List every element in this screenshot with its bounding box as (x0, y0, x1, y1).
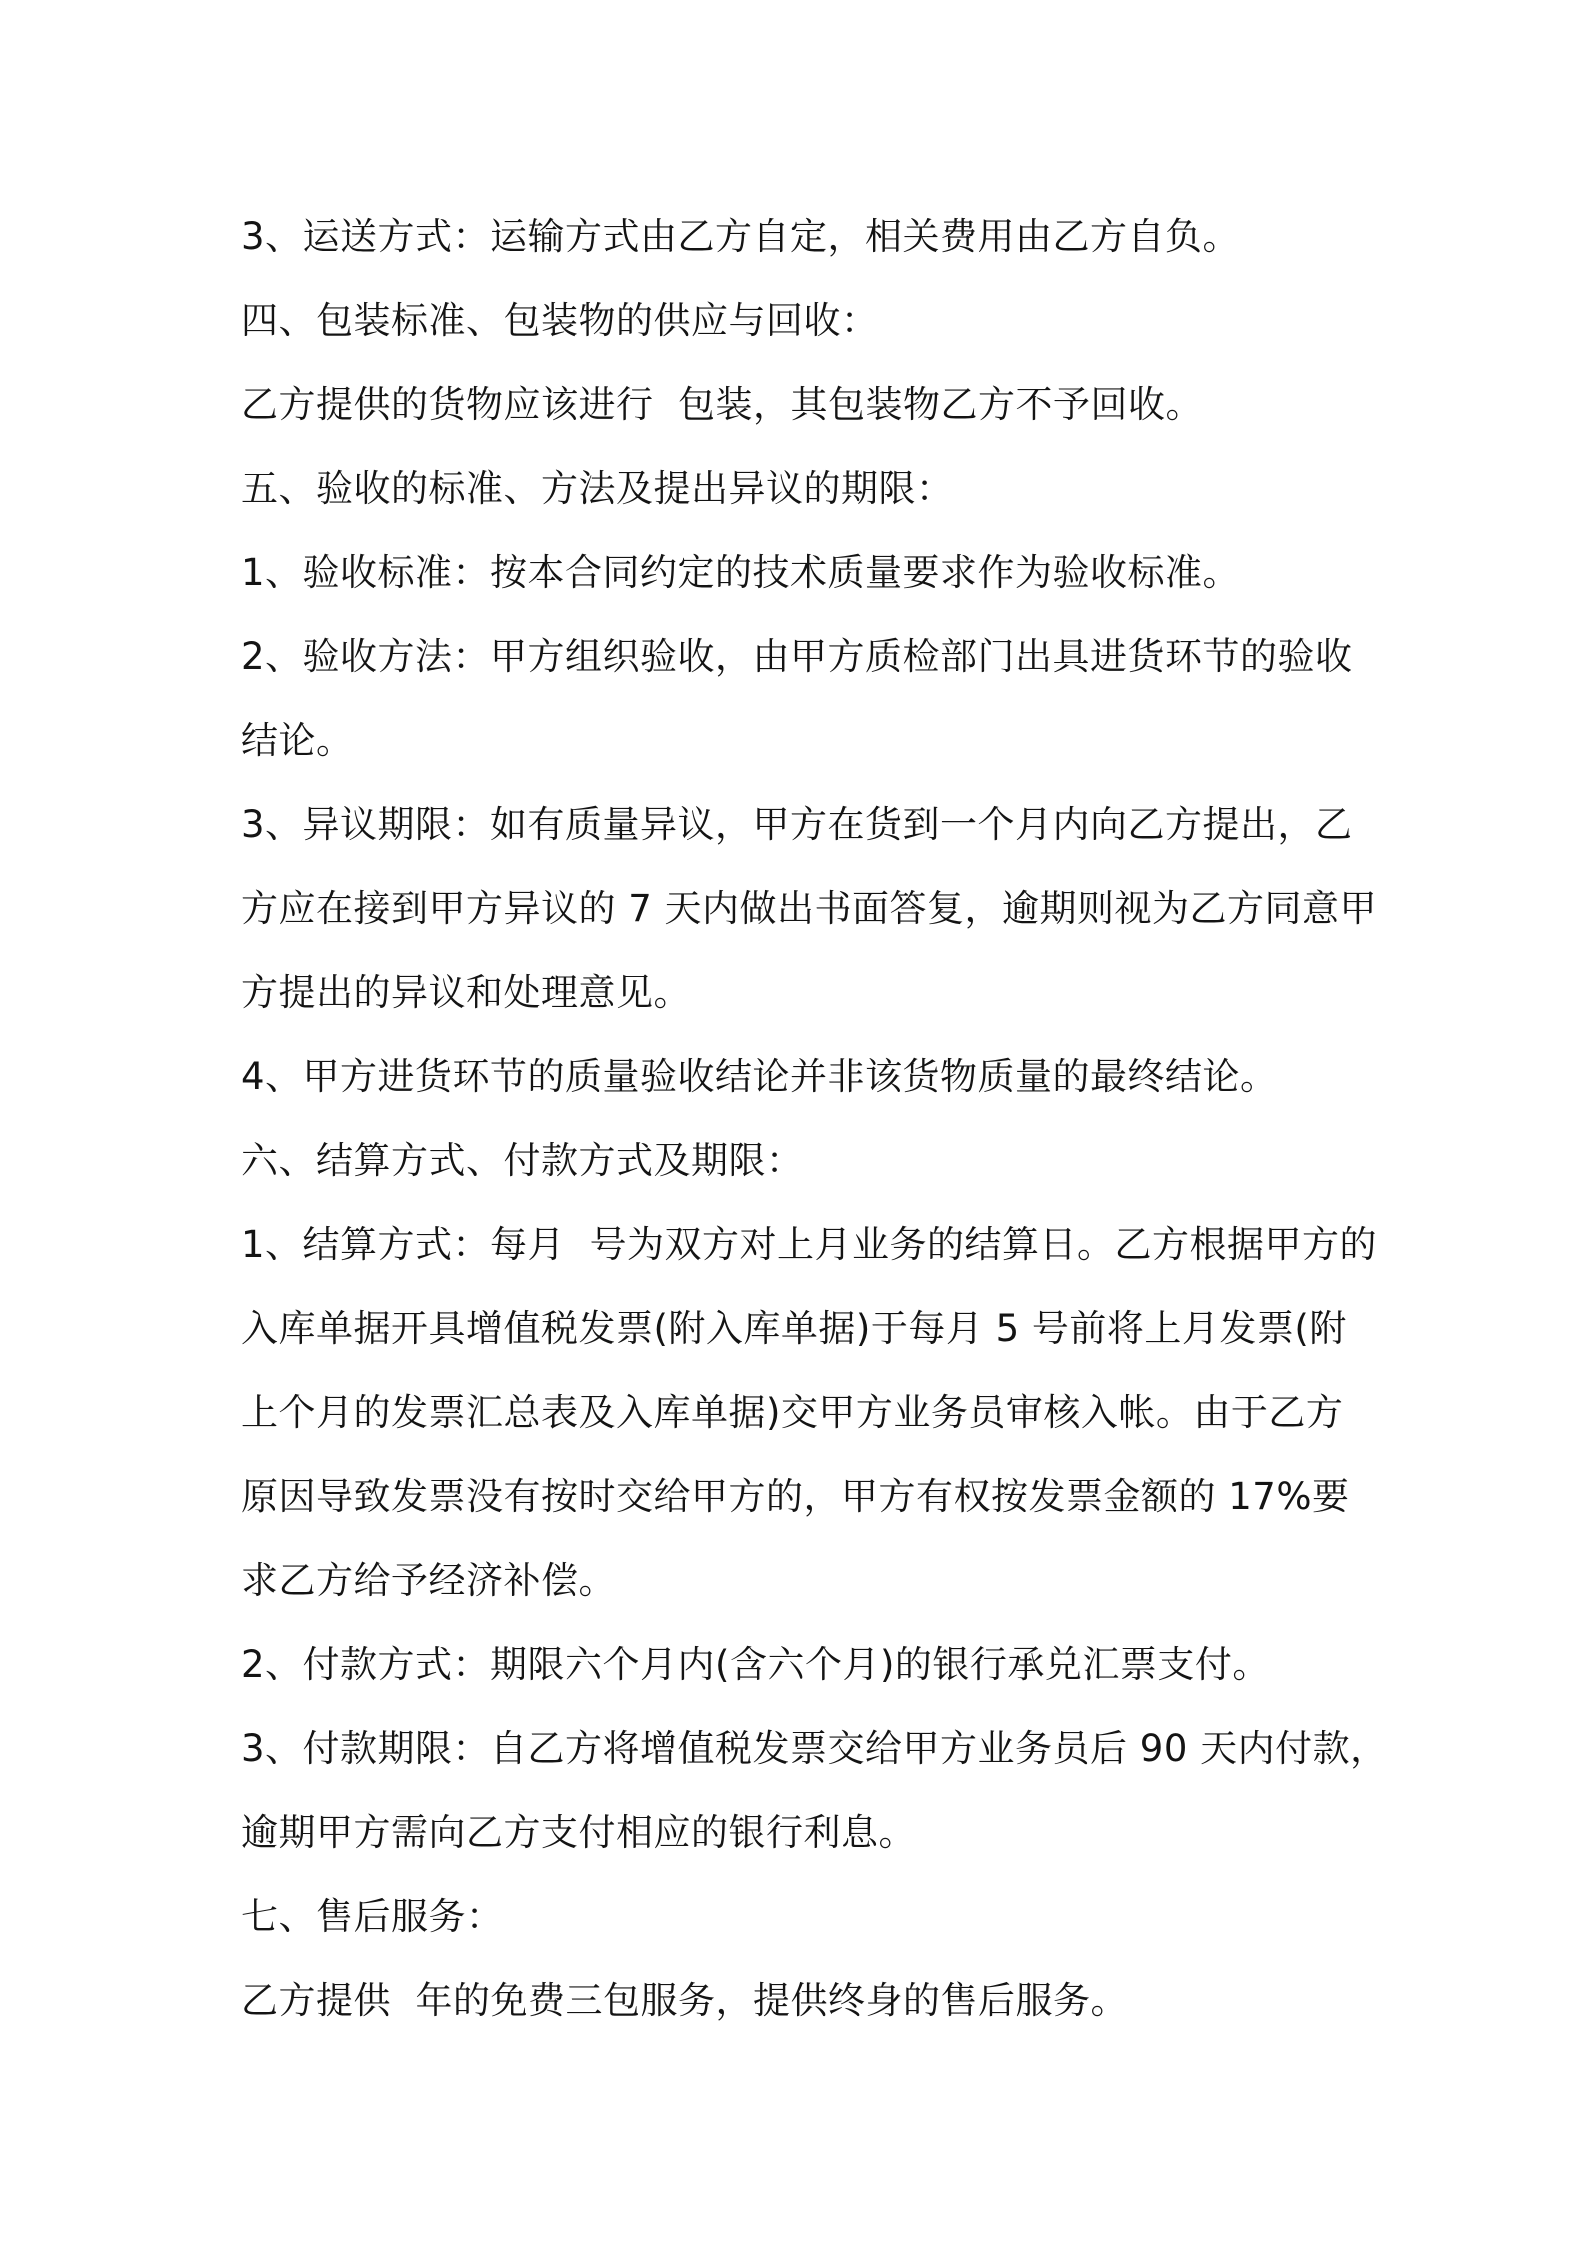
text-line: 3、异议期限：如有质量异议，甲方在货到一个月内向乙方提出，乙 (241, 803, 1353, 846)
section-heading: 七、售后服务： (241, 1895, 504, 1938)
section-heading: 六、结算方式、付款方式及期限： (241, 1139, 804, 1182)
text-line: 原因导致发票没有按时交给甲方的，甲方有权按发票金额的 17%要 (241, 1475, 1350, 1518)
text-line: 2、验收方法：甲方组织验收，由甲方质检部门出具进货环节的验收 (241, 635, 1353, 678)
text-line: 方应在接到甲方异议的 7 天内做出书面答复，逾期则视为乙方同意甲 (241, 887, 1378, 930)
text-line: 4、甲方进货环节的质量验收结论并非该货物质量的最终结论。 (241, 1055, 1278, 1098)
text-line: 3、付款期限：自乙方将增值税发票交给甲方业务员后 90 天内付款， (241, 1727, 1388, 1770)
text-line: 上个月的发票汇总表及入库单据)交甲方业务员审核入帐。由于乙方 (241, 1391, 1344, 1434)
text-line: 入库单据开具增值税发票(附入库单据)于每月 5 号前将上月发票(附 (241, 1307, 1347, 1350)
text-line: 2、付款方式：期限六个月内(含六个月)的银行承兑汇票支付。 (241, 1643, 1270, 1686)
text-line: 逾期甲方需向乙方支付相应的银行利息。 (241, 1811, 916, 1854)
contract-text (241, 195, 1388, 2043)
text-line: 方提出的异议和处理意见。 (241, 971, 691, 1014)
text-line: 1、验收标准：按本合同约定的技术质量要求作为验收标准。 (241, 551, 1241, 594)
text-line: 乙方提供的货物应该进行 包装，其包装物乙方不予回收。 (241, 383, 1204, 426)
section-heading: 四、包装标准、包装物的供应与回收： (241, 299, 879, 342)
section-heading: 五、验收的标准、方法及提出异议的期限： (241, 467, 954, 510)
text-line: 求乙方给予经济补偿。 (241, 1559, 616, 1602)
text-line: 1、结算方式：每月 号为双方对上月业务的结算日。乙方根据甲方的 (241, 1223, 1378, 1266)
text-line: 3、运送方式：运输方式由乙方自定，相关费用由乙方自负。 (241, 215, 1241, 258)
text-line: 结论。 (241, 719, 354, 762)
text-line: 乙方提供 年的免费三包服务，提供终身的售后服务。 (241, 1979, 1129, 2022)
